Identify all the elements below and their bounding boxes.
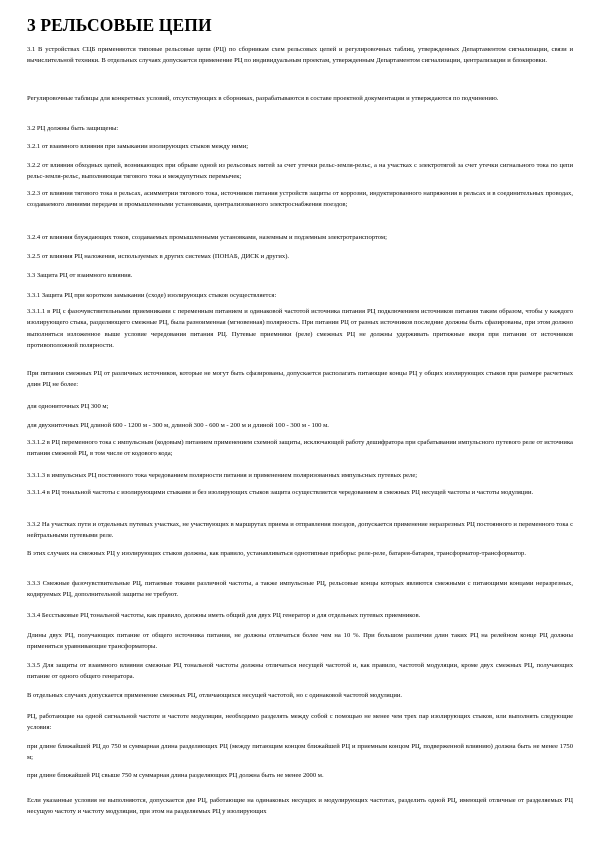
paragraph: 3.2.2 от влияния обходных цепей, возникающих при обрыве одной из рельсовых нитей за счет утечки рельс-земля-рельс, а на участках с электротягой за счет утечки сигнального тока по цепи рельс-земля-рельс, выполняющая тягового тока и междупутных перемычек;: [27, 162, 573, 181]
paragraph: при длине ближайшей РЦ свыше 750 м суммарная длина разделяющих РЦ должна быть не менее 2000 м.: [27, 772, 324, 779]
paragraph: При питании смежных РЦ от различных источников, которые не могут быть сфазированы, допускается располагать питающие концы РЦ у общих изолирующих стыков при размере расчетных длин РЦ не более:: [27, 370, 573, 389]
paragraph: 3.3.1.2 в РЦ переменного тока с импульсным (кодовым) питанием применением схемной защиты, исключающей работу дешифратора при срабатывании импульсного путевого реле от источника питания смежной РЦ, в том числе от кодового кода;: [27, 439, 573, 458]
paragraph: 3.3.1.1 в РЦ с фазочувствительными приемниками с переменным питанием и одинаковой частотой источника питания РЦ подключением источников питания таким образом, чтобы у каждого изолирующего стыка, разделяющего смежные РЦ, была разноименная (мгновенная) полярность. При питании РЦ от разных источников последние должны быть сфазированы, при этом должно выполняться изложенное выше условие чередования питания РЦ. Путевые приемники (реле) смежных РЦ не должны удерживать притяжные якоря при питании от источников противоположной полярности.: [27, 308, 573, 350]
document-title: 3 РЕЛЬСОВЫЕ ЦЕПИ: [27, 15, 212, 35]
paragraph: 3.1 В устройствах СЦБ применяются типовые рельсовые цепи (РЦ) по сборникам схем рельсовых цепей и регулировочных таблиц, утвержденных Департаментом сигнализации, связи и вычислительной техники. В отдельных случаях допускается применение РЦ по индивидуальным проектам, утвержденным Департаментом сигнализации, централизации и блокировки.: [27, 46, 573, 65]
paragraph: 3.3.1 Защита РЦ при коротком замыкании (сходе) изолирующих стыков осуществляется:: [27, 292, 277, 299]
paragraph: 3.3 Защита РЦ от взаимного влияния.: [27, 272, 133, 279]
paragraph: 3.3.1.4 в РЦ тональной частоты с изолирующими стыками и без изолирующих стыков защита осуществляется чередованием в смежных РЦ несущей частоты и частоты модуляции.: [27, 489, 534, 496]
paragraph: РЦ, работающие на одной сигнальной частоте и частоте модуляции, необходимо разделять между собой с помощью не менее чем трех пар изолирующих стыков, или выполнять следующие условия:: [27, 713, 573, 732]
paragraph: для двухниточных РЦ длиной 600 - 1200 м - 300 м, длиной 300 - 600 м - 200 м и длиной 100 - 300 м - 100 м.: [27, 422, 329, 429]
paragraph: для однониточных РЦ 300 м;: [27, 403, 109, 410]
paragraph: 3.2.4 от влияния блуждающих токов, создаваемых промышленными установками, наземным и подземным электротранспортом;: [27, 234, 387, 241]
paragraph: В отдельных случаях допускается применение смежных РЦ, отличающихся несущей частотой, но с одинаковой частотой модуляции.: [27, 692, 403, 699]
paragraph: 3.2.3 от влияния тягового тока в рельсах, асимметрии тягового тока, источников питания устройств защиты от коррозии, индуктированного напряжения в рельсах и в соединительных проводах, создаваемого линиями передачи и промышленными установками, централизованного электроснабжения поездов;: [27, 190, 573, 209]
paragraph: 3.2.5 от влияния РЦ наложения, используемых в других системах (ПОНАБ, ДИСК и других).: [27, 253, 290, 260]
paragraph: при длине ближайшей РЦ до 750 м суммарная длина разделяющих РЦ (между питающим концом ближайшей РЦ и приемным концом РЦ, подверженной влиянию) должна быть не менее 1750 м;: [27, 743, 573, 762]
paragraph: 3.3.2 На участках пути и отдельных путевых участках, не участвующих в маршрутах приема и отправления поездов, допускается применение неразрезных РЦ постоянного и переменного тока с нейтральными путевыми реле.: [27, 521, 573, 540]
paragraph: 3.2 РЦ должны быть защищены:: [27, 125, 119, 132]
paragraph: Регулировочные таблицы для конкретных условий, отсутствующих в сборниках, разрабатываются в составе проектной документации и утверждаются по подчинению.: [27, 95, 499, 102]
paragraph: Если указанные условия не выполняются, допускается две РЦ, работающие на одинаковых несущих и модулирующих частотах, разделить одной РЦ, имеющей отличные от разделяемых РЦ несущую частоту и частоту модуляции, при этом на разделяемых РЦ у изолирующих: [27, 797, 573, 816]
paragraph: 3.3.5 Для защиты от взаимного влияния смежные РЦ тональной частоты должны отличаться несущей частотой и, как правило, частотой модуляции, кроме двух смежных РЦ, получающих питание от одного общего генератора.: [27, 662, 573, 681]
paragraph: 3.3.1.3 в импульсных РЦ постоянного тока чередованием полярности питания и применением поляризованных импульсных путевых реле;: [27, 472, 418, 479]
paragraph: Длины двух РЦ, получающих питание от общего источника питания, не должны отличаться более чем на 10 %. При большом различии длин таких РЦ на релейном конце РЦ должны применяться уравнивающие трансформаторы.: [27, 632, 573, 651]
paragraph: 3.3.3 Смежные фазочувствительные РЦ, питаемые токами различной частоты, а также импульсные РЦ, рельсовые концы которых являются смежными с питающими концами неразрезных, кодируемых РЦ, дополнительной защиты не требуют.: [27, 580, 573, 599]
paragraph: 3.2.1 от взаимного влияния при замыкании изолирующих стыков между ними;: [27, 143, 249, 150]
paragraph: 3.3.4 Бесстыковые РЦ тональной частоты, как правило, должны иметь общий для двух РЦ генератор и для отдельных путевых приемников.: [27, 612, 421, 619]
paragraph: В этих случаях на смежных РЦ у изолирующих стыков должны, как правило, устанавливаться однотипные приборы: реле-реле, батарея-батарея, трансформатор-трансформатор.: [27, 550, 526, 557]
